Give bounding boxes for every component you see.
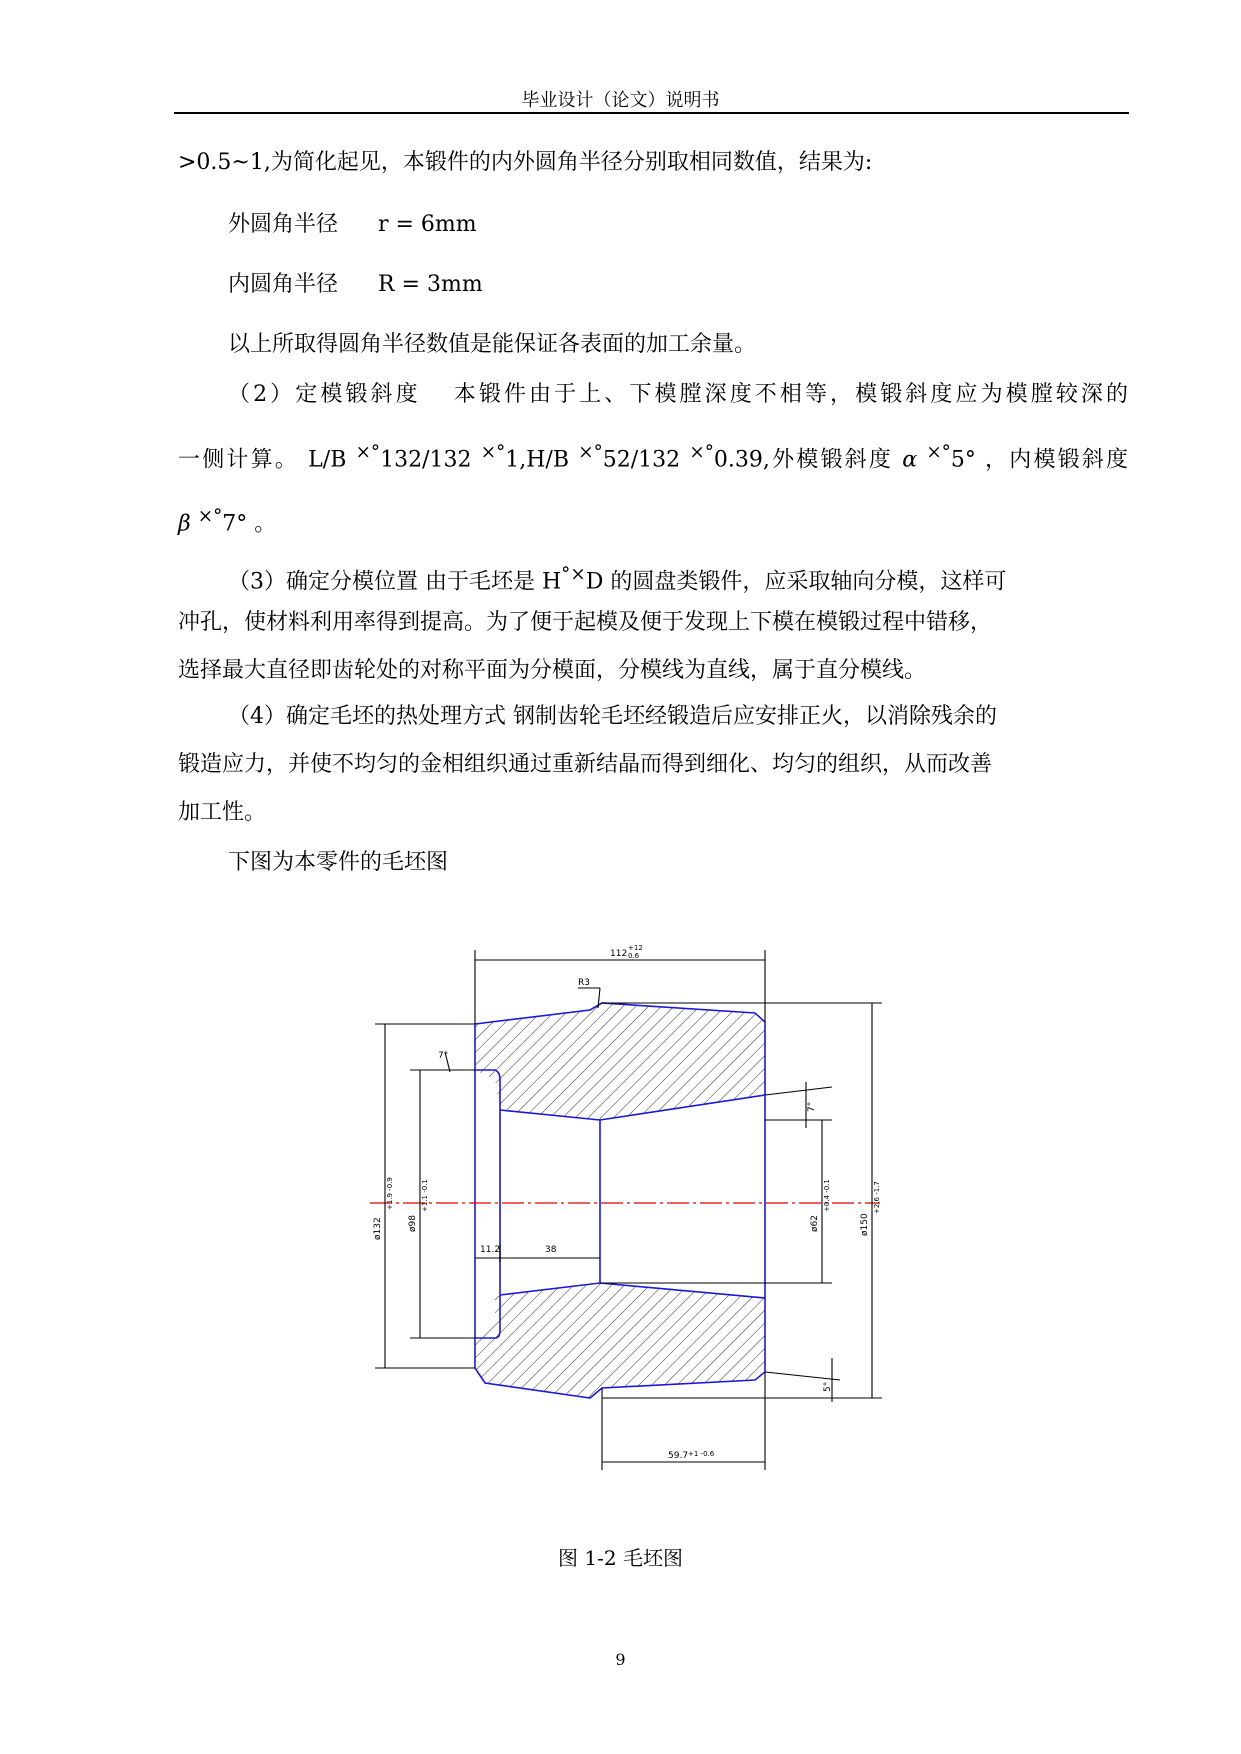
dim-angle-5: 5°: [823, 1381, 833, 1392]
dim-112-tol-upper: +12: [628, 944, 643, 952]
para2-val5: 5° ，内模锻斜度: [950, 447, 1129, 473]
broken-symbol: °×: [561, 564, 586, 585]
broken-symbol: ×°: [355, 442, 381, 463]
para2-line3: [178, 502, 1128, 539]
inner-radius-line: [228, 270, 1178, 300]
header-rule: [174, 112, 1129, 114]
dim-d150-tol: +2.6 -1.7: [873, 1181, 881, 1214]
inner-taper-outline: [500, 1095, 765, 1298]
figure-intro-line: 下图为本零件的毛坯图: [228, 850, 449, 875]
para2-line2: [178, 438, 1128, 475]
broken-symbol: ×°: [926, 442, 951, 463]
text-line-4: 以上所取得圆角半径数值是能保证各表面的加工余量。: [228, 332, 757, 357]
para2-text2a: 一侧计算。 L/B: [178, 447, 347, 473]
outer-radius-value: r = 6mm: [378, 212, 477, 237]
text-line-1: >0.5~1,为简化起见，本锻件的内外圆角半径分别取相同数值，结果为:: [178, 150, 873, 175]
para3-text1b: D 的圆盘类锻件，应采取轴向分模，这样可: [585, 569, 1007, 595]
para3-line2: 冲孔，使材料利用率得到提高。为了便于起模及便于发现上下模在模锻过程中错移，: [178, 610, 993, 635]
running-header: 毕业设计（论文）说明书: [521, 90, 720, 111]
dim-angle-7-left: 7°: [438, 1051, 449, 1061]
para4-line3: 加工性。: [178, 800, 267, 825]
dim-d62: ø62: [810, 1215, 820, 1232]
para2-line1: [228, 380, 1128, 410]
dim-d132: ø132: [373, 1217, 383, 1240]
page-number: 9: [615, 1650, 626, 1669]
outer-radius-line: [228, 210, 1178, 240]
para2-val2: 1,H/B: [505, 447, 570, 473]
dim-d62-tol: +0.4 -0.1: [823, 1179, 831, 1212]
broken-symbol: ×°: [578, 442, 603, 463]
para2-val1: 132/132: [380, 447, 472, 473]
dim-11-2: 11.2: [480, 1245, 501, 1255]
dim-112-tol-lower: 0.6: [628, 952, 640, 960]
para3-line3: 选择最大直径即齿轮处的对称平面为分模面，分模线为直线，属于直分模线。: [178, 658, 927, 683]
dim-59-7-tol: +1 -0.6: [688, 1450, 715, 1458]
para2-val3: 52/132: [602, 447, 681, 473]
para2-heading: （2）定模锻斜度: [228, 382, 421, 407]
broken-symbol: ×°: [197, 506, 223, 527]
broken-symbol: ×°: [480, 442, 506, 463]
para4-line2: 锻造应力，并使不均匀的金相组织通过重新结晶而得到细化、均匀的组织，从而改善: [178, 752, 993, 777]
inner-radius-label: 内圆角半径: [228, 272, 339, 297]
dim-d132-tol: +1.9 -0.9: [386, 1177, 394, 1210]
para2-val6: 7° 。: [222, 511, 277, 537]
upper-section-hatch: [475, 1003, 765, 1120]
alpha-symbol: α: [902, 447, 918, 473]
para3-text1a: （3）确定分模位置 由于毛坯是 H: [228, 569, 562, 595]
dim-d98: ø98: [408, 1215, 418, 1232]
dim-59-7: 59.7: [668, 1451, 689, 1461]
dim-d98-tol: +1.1 -0.1: [421, 1179, 429, 1212]
broken-symbol: ×°: [689, 442, 714, 463]
para3-line1: [228, 560, 1178, 597]
dim-38: 38: [545, 1245, 557, 1255]
lower-section-hatch: [475, 1283, 765, 1398]
beta-symbol: β: [178, 511, 191, 537]
dim-d150: ø150: [860, 1213, 870, 1236]
outer-radius-label: 外圆角半径: [228, 212, 339, 237]
para2-text1: 本锻件由于上、下模膛深度不相等，模锻斜度应为模膛较深的: [450, 382, 1128, 407]
dim-r3: R3: [578, 978, 590, 988]
blank-drawing: [360, 935, 900, 1475]
dim-angle-7-right: 7°: [807, 1101, 817, 1112]
para4-line1: （4）确定毛坯的热处理方式 钢制齿轮毛坯经锻造后应安排正火，以消除残余的: [228, 704, 997, 729]
figure-caption: 图 1-2 毛坯图: [558, 1546, 683, 1570]
inner-radius-value: R = 3mm: [378, 272, 483, 297]
dim-112: 112: [610, 949, 628, 959]
para2-val4: 0.39,外模锻斜度: [713, 447, 894, 473]
